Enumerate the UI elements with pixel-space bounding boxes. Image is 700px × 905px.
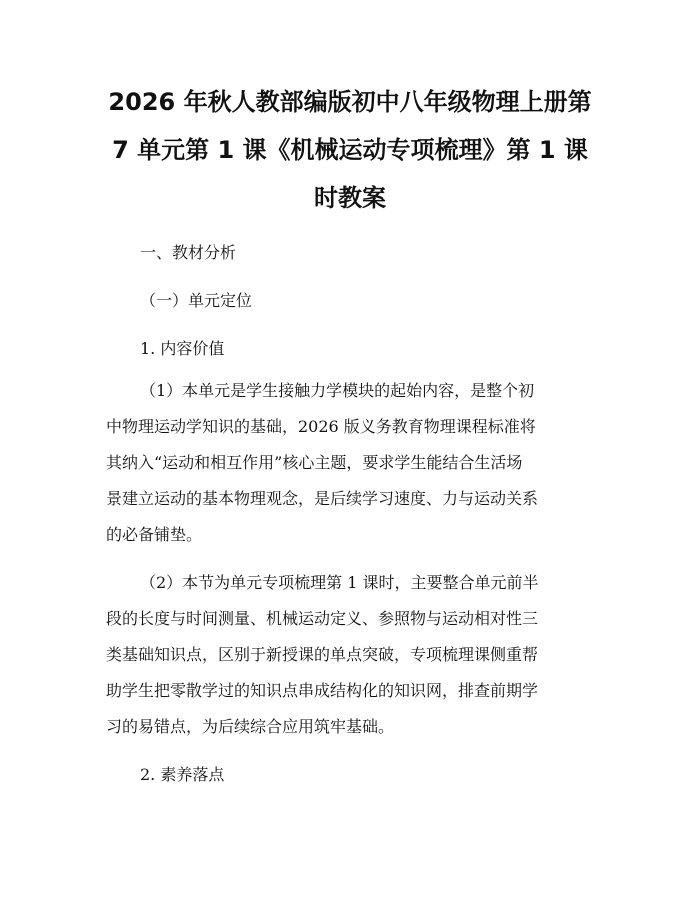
subsection-heading-unit-position: （一）单元定位 <box>140 291 253 310</box>
section-heading-textbook-analysis: 一、教材分析 <box>140 243 237 262</box>
paragraph-line: （2）本节为单元专项梳理第 1 课时，主要整合单元前半 <box>140 573 539 592</box>
paragraph-line: 助学生把零散学过的知识点串成结构化的知识网，排查前期学 <box>106 681 539 700</box>
paragraph-line: 类基础知识点，区别于新授课的单点突破，专项梳理课侧重帮 <box>106 645 539 664</box>
paragraph-line: 景建立运动的基本物理观念，是后续学习速度、力与运动关系 <box>106 489 539 508</box>
paragraph-line: 其纳入“运动和相互作用”核心主题，要求学生能结合生活场 <box>106 453 523 472</box>
paragraph-line: （1）本单元是学生接触力学模块的起始内容，是整个初 <box>140 381 535 400</box>
document-title-line-1: 2026 年秋人教部编版初中八年级物理上册第 <box>108 88 592 116</box>
paragraph-line: 段的长度与时间测量、机械运动定义、参照物与运动相对性三 <box>106 609 539 628</box>
paragraph-line: 中物理运动学知识的基础，2026 版义务教育物理课程标准将 <box>106 417 536 436</box>
document-title-line-2: 7 单元第 1 课《机械运动专项梳理》第 1 课 <box>112 136 588 164</box>
item-heading-content-value: 1. 内容价值 <box>140 339 225 358</box>
item-heading-literacy-focus: 2. 素养落点 <box>140 765 225 784</box>
paragraph-line: 习的易错点，为后续综合应用筑牢基础。 <box>106 717 395 736</box>
document-title-line-3: 时教案 <box>314 184 386 212</box>
paragraph-line: 的必备铺垫。 <box>106 525 203 544</box>
